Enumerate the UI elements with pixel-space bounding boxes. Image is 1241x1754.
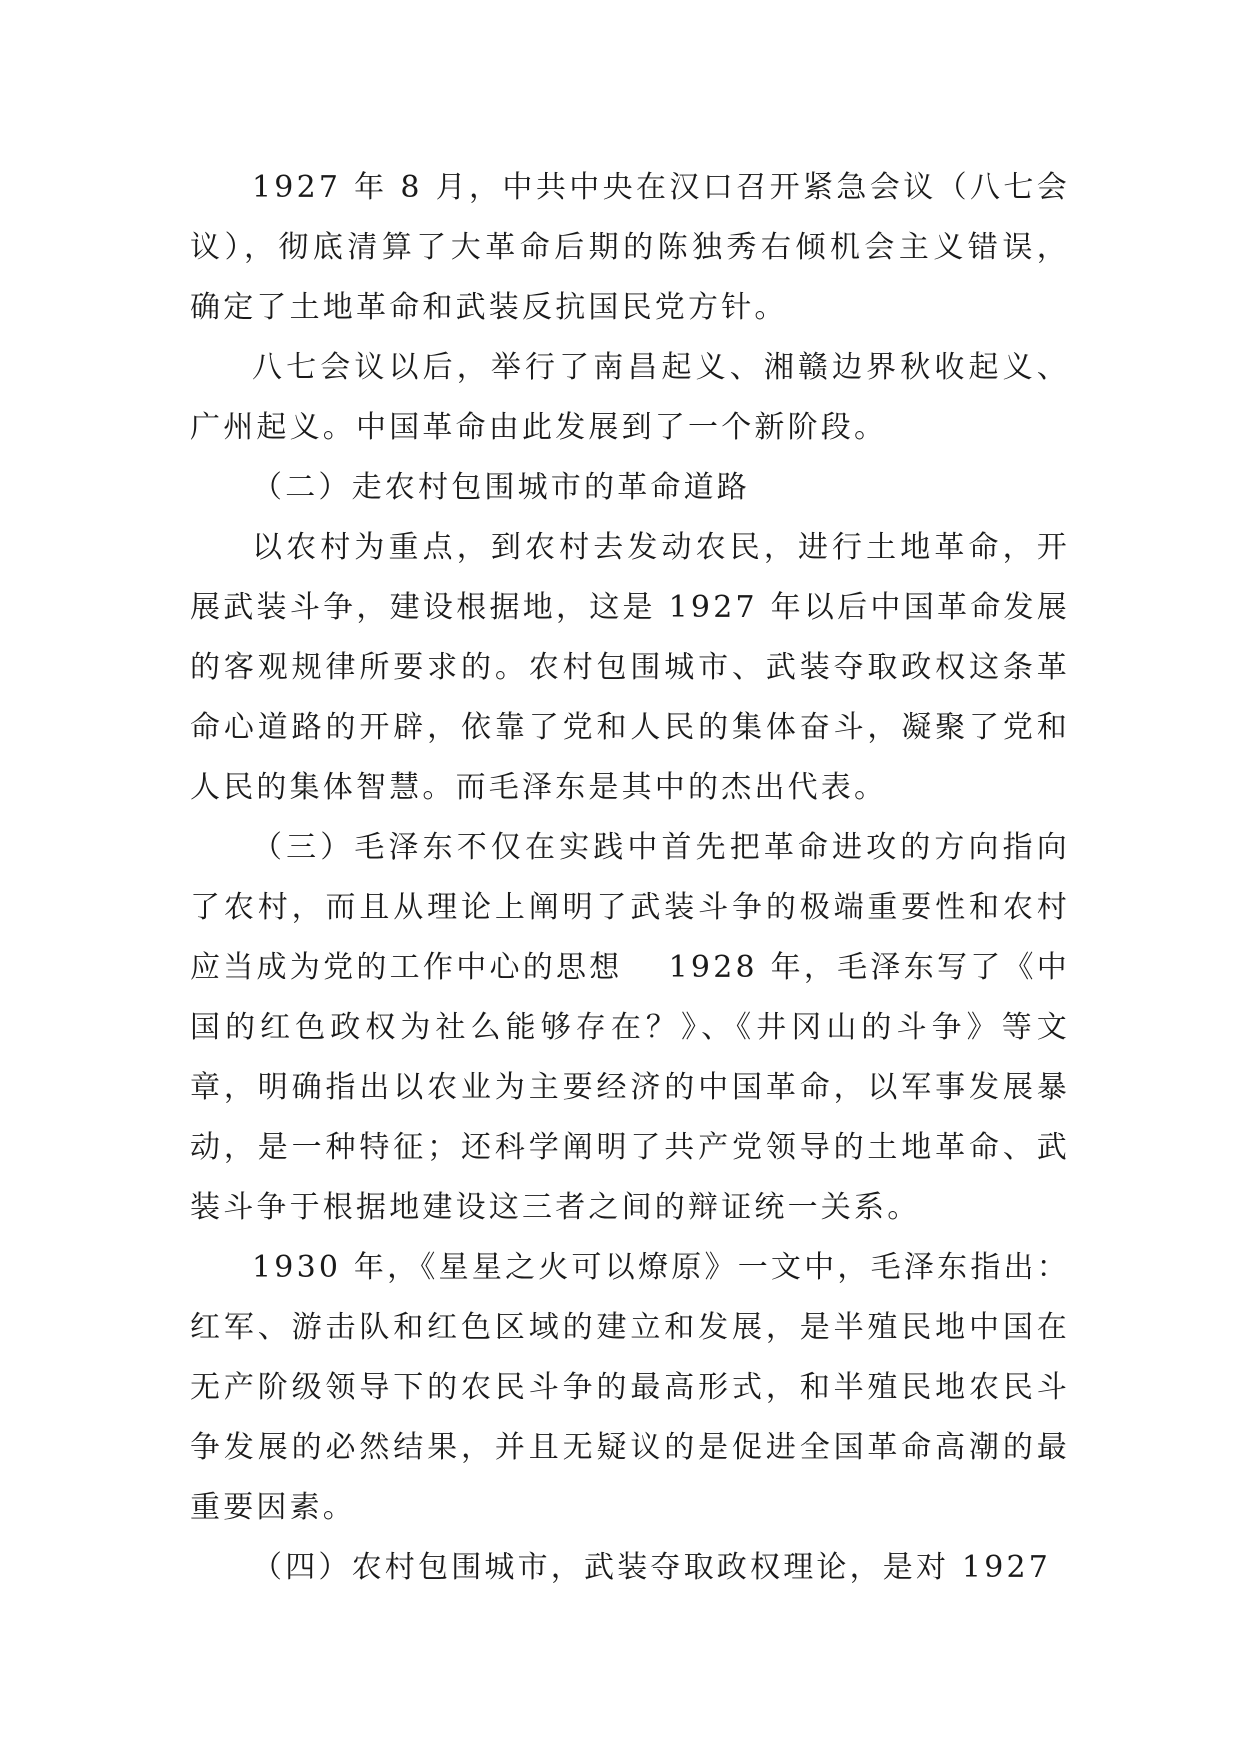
document-body <box>190 158 1070 1598</box>
section-heading-two: （二）走农村包围城市的革命道路 <box>252 470 750 505</box>
section-heading-four-paragraph: （四）农村包围城市，武装夺取政权理论，是对 1927 <box>252 1550 1052 1585</box>
paragraph-august-seventh-meeting: 1927 年 8 月，中共中央在汉口召开紧急会议（八七会议），彻底清算了大革命后期的陈独秀右倾机会主义错误，确定了土地革命和武装反抗国民党方针。 <box>190 170 1070 325</box>
paragraph-rural-focus: 以农村为重点，到农村去发动农民，进行土地革命，开展武装斗争，建设根据地，这是 1927 年以后中国革命发展的客观规律所要求的。农村包围城市、武装夺取政权这条革命心道路的开辟，依靠了党和人民的集体奋斗，凝聚了党和人民的集体智慧。而毛泽东是其中的杰出代表。 <box>190 530 1070 805</box>
paragraph-single-spark: 1930 年，《星星之火可以燎原》一文中，毛泽东指出：红军、游击队和红色区域的建立和发展，是半殖民地中国在无产阶级领导下的农民斗争的最高形式，和半殖民地农民斗争发展的必然结果，并且无疑议的是促进全国革命高潮的最重要因素。 <box>190 1250 1070 1525</box>
paragraph-uprisings: 八七会议以后，举行了南昌起义、湘赣边界秋收起义、广州起义。中国革命由此发展到了一个新阶段。 <box>190 350 1070 445</box>
section-heading-three-paragraph: （三）毛泽东不仅在实践中首先把革命进攻的方向指向了农村，而且从理论上阐明了武装斗争的极端重要性和农村应当成为党的工作中心的思想 1928 年，毛泽东写了《中国的红色政权为社么能够存在？》、《井冈山的斗争》等文章，明确指出以农业为主要经济的中国革命，以军事发展暴动，是一种特征；还科学阐明了共产党领导的土地革命、武装斗争于根据地建设这三者之间的辩证统一关系。 <box>190 830 1070 1225</box>
